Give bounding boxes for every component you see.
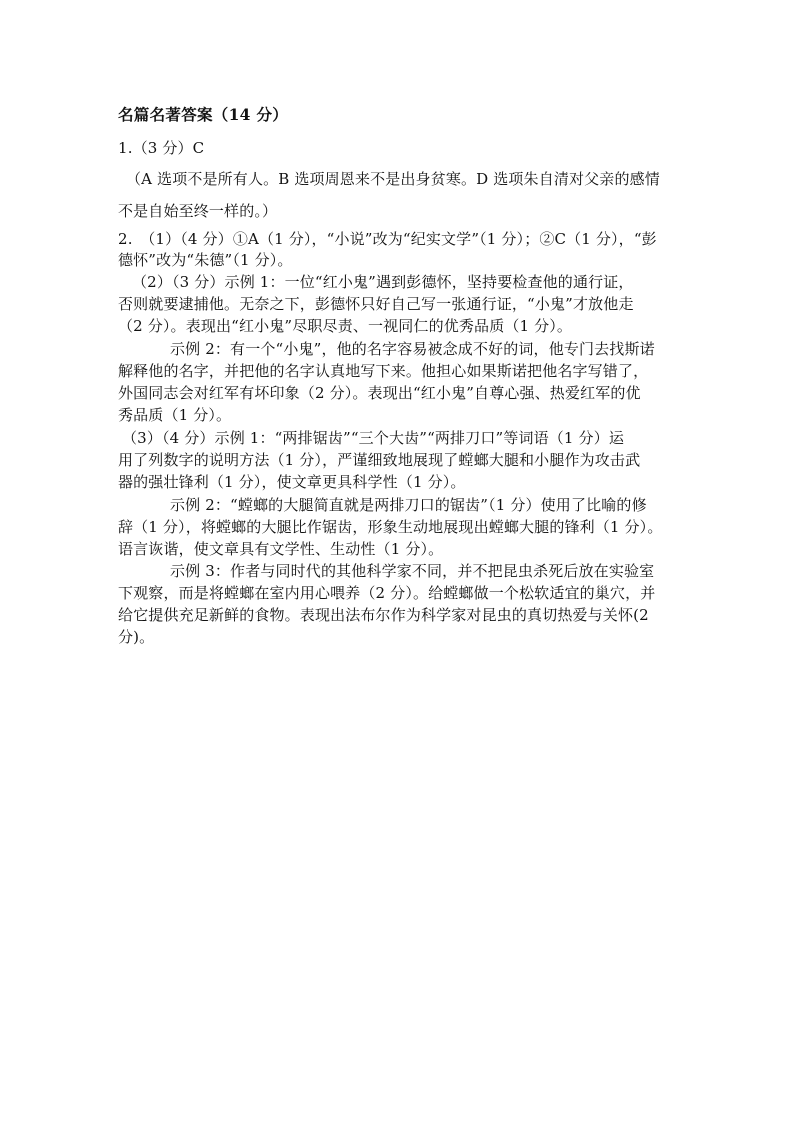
q2-part2-ex2-line-3: 外国同志会对红军有坏印象（2 分）。表现出“红小鬼”自尊心强、热爱红军的优	[118, 384, 641, 402]
q2-part3-ex3-line-1: 示例 3：作者与同时代的其他科学家不同，并不把昆虫杀死后放在实验室	[170, 562, 655, 580]
q2-part1-line-2: 德怀”改为“朱德”（1 分）。	[118, 251, 293, 269]
q2-part3-ex3-line-4: 分)。	[118, 628, 155, 646]
q2-part3-ex3-line-3: 给它提供充足新鲜的食物。表现出法布尔作为科学家对昆虫的真切热爱与关怀(2	[118, 606, 649, 624]
q2-part2-ex1-line-3: （2 分）。表现出“红小鬼”尽职尽责、一视同仁的优秀品质（1 分）。	[118, 317, 573, 335]
q1-answer: 1.（3 分）C	[118, 139, 205, 157]
q2-part3-ex1-line-2: 用了列数字的说明方法（1 分），严谨细致地展现了螳螂大腿和小腿作为攻击武	[118, 451, 641, 469]
document-title: 名篇名著答案（14 分）	[118, 105, 289, 124]
q2-part3-ex3-line-2: 下观察，而是将螳螂在室内用心喂养（2 分）。给螳螂做一个松软适宜的巢穴，并	[118, 584, 656, 602]
q2-part3-ex2-line-2: 辞（1 分），将螳螂的大腿比作锯齿，形象生动地展现出螳螂大腿的锋利（1 分）。	[118, 518, 663, 536]
q2-part2-ex1-line-1: （2）（3 分）示例 1：一位“红小鬼”遇到彭德怀，坚持要检查他的通行证，	[132, 273, 634, 291]
q1-explanation-line-1: （A 选项不是所有人。B 选项周恩来不是出身贫寒。D 选项朱自清对父亲的感情	[126, 170, 660, 188]
q2-part2-ex2-line-1: 示例 2：有一个“小鬼”，他的名字容易被念成不好的词，他专门去找斯诺	[170, 340, 655, 358]
q2-part3-ex1-line-1: （3）（4 分）示例 1：“两排锯齿”“三个大齿”“两排刀口”等词语（1 分）运	[122, 429, 624, 447]
q2-part2-ex1-line-2: 否则就要逮捕他。无奈之下，彭德怀只好自己写一张通行证，“小鬼”才放他走	[118, 295, 634, 313]
q2-part2-ex2-line-2: 解释他的名字，并把他的名字认真地写下来。他担心如果斯诺把他名字写错了，	[118, 362, 649, 380]
q2-part1-line-1: 2. （1）（4 分）①A（1 分），“小说”改为“纪实文学”（1 分）；②C（1 分），“彭	[118, 230, 657, 248]
q2-part3-ex2-line-1: 示例 2：“螳螂的大腿简直就是两排刀口的锯齿”（1 分）使用了比喻的修	[170, 496, 647, 514]
q1-explanation-line-2: 不是自始至终一样的。）	[118, 202, 278, 220]
q2-part2-ex2-line-4: 秀品质（1 分）。	[118, 406, 232, 424]
q2-part3-ex1-line-3: 器的强壮锋利（1 分），使文章更具科学性（1 分）。	[118, 473, 466, 491]
q2-part3-ex2-line-3: 语言诙谐，使文章具有文学性、生动性（1 分）。	[118, 540, 444, 558]
